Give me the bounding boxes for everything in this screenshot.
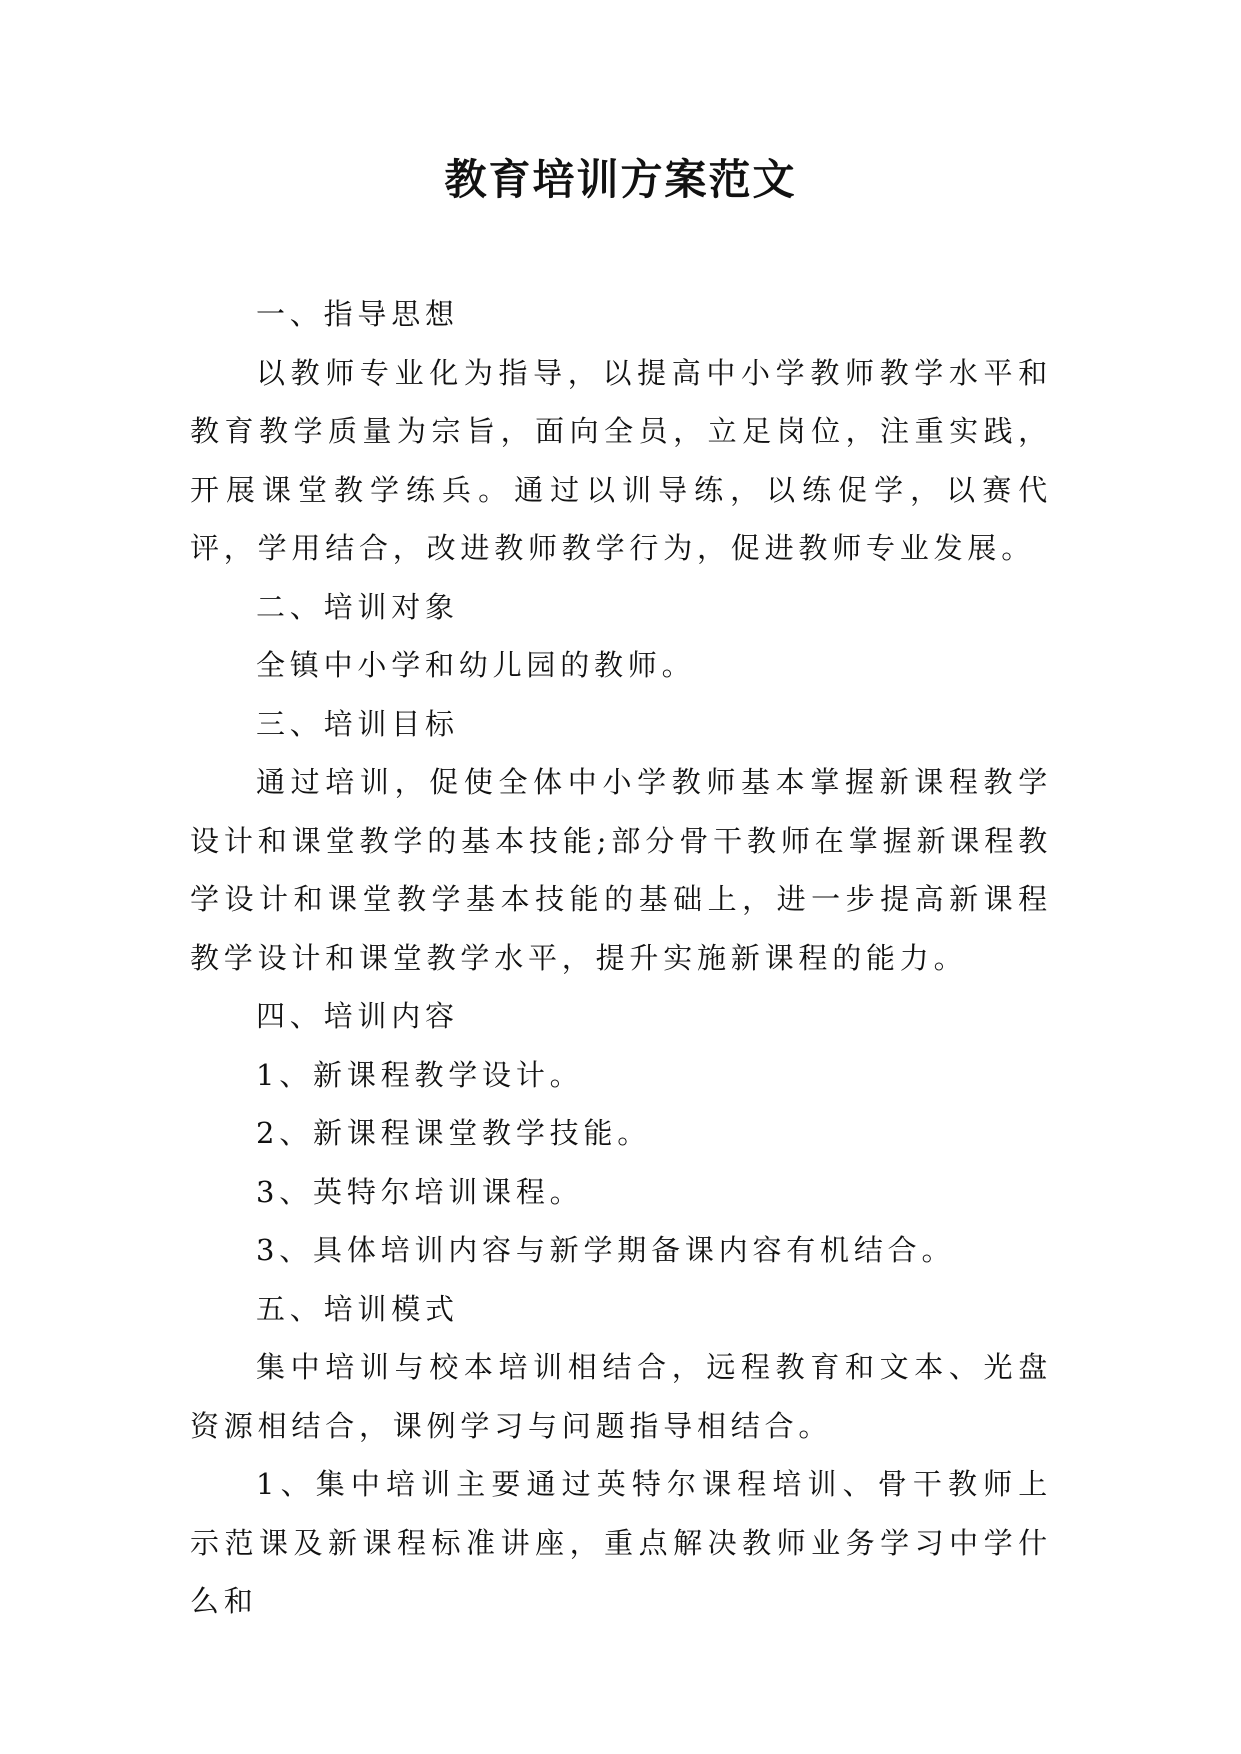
section-heading-guiding-ideology: 一、指导思想 [256,297,459,331]
section-heading-training-target: 二、培训对象 [256,589,459,624]
paragraph-training-target: 全镇中小学和幼儿园的教师。 [256,648,696,682]
list-item-content-3: 3、英特尔培训课程。 [256,1174,584,1209]
list-item-content-1: 1、新课程教学设计。 [256,1057,584,1092]
document-title: 教育培训方案范文 [444,155,797,204]
paragraph-guiding-ideology: 以教师专业化为指导，以提高中小学教师教学水平和教育教学质量为宗旨，面向全员，立足岗位，注重实践，开展课堂教学练兵。通过以训导练，以练促学，以赛代评，学用结合，改进教师教学行为，促进教师专业发展。 [190,355,1052,565]
paragraph-centralized-training: 1、集中培训主要通过英特尔课程培训、骨干教师上示范课及新课程标准讲座，重点解决教师业务学习中学什么和 [190,1467,1052,1618]
section-heading-training-goals: 三、培训目标 [256,706,459,741]
section-heading-training-mode: 五、培训模式 [256,1291,459,1326]
document-body [190,285,1052,1631]
list-item-content-4: 3、具体培训内容与新学期备课内容有机结合。 [256,1233,956,1267]
section-heading-training-content: 四、培训内容 [256,999,459,1033]
list-item-content-2: 2、新课程课堂教学技能。 [256,1116,652,1150]
paragraph-training-goals: 通过培训，促使全体中小学教师基本掌握新课程教学设计和课堂教学的基本技能;部分骨干教师在掌握新课程教学设计和课堂教学基本技能的基础上，进一步提高新课程教学设计和课堂教学水平，提升实施新课程的能力。 [190,765,1052,975]
paragraph-training-mode: 集中培训与校本培训相结合，远程教育和文本、光盘资源相结合，课例学习与问题指导相结合。 [190,1350,1052,1443]
